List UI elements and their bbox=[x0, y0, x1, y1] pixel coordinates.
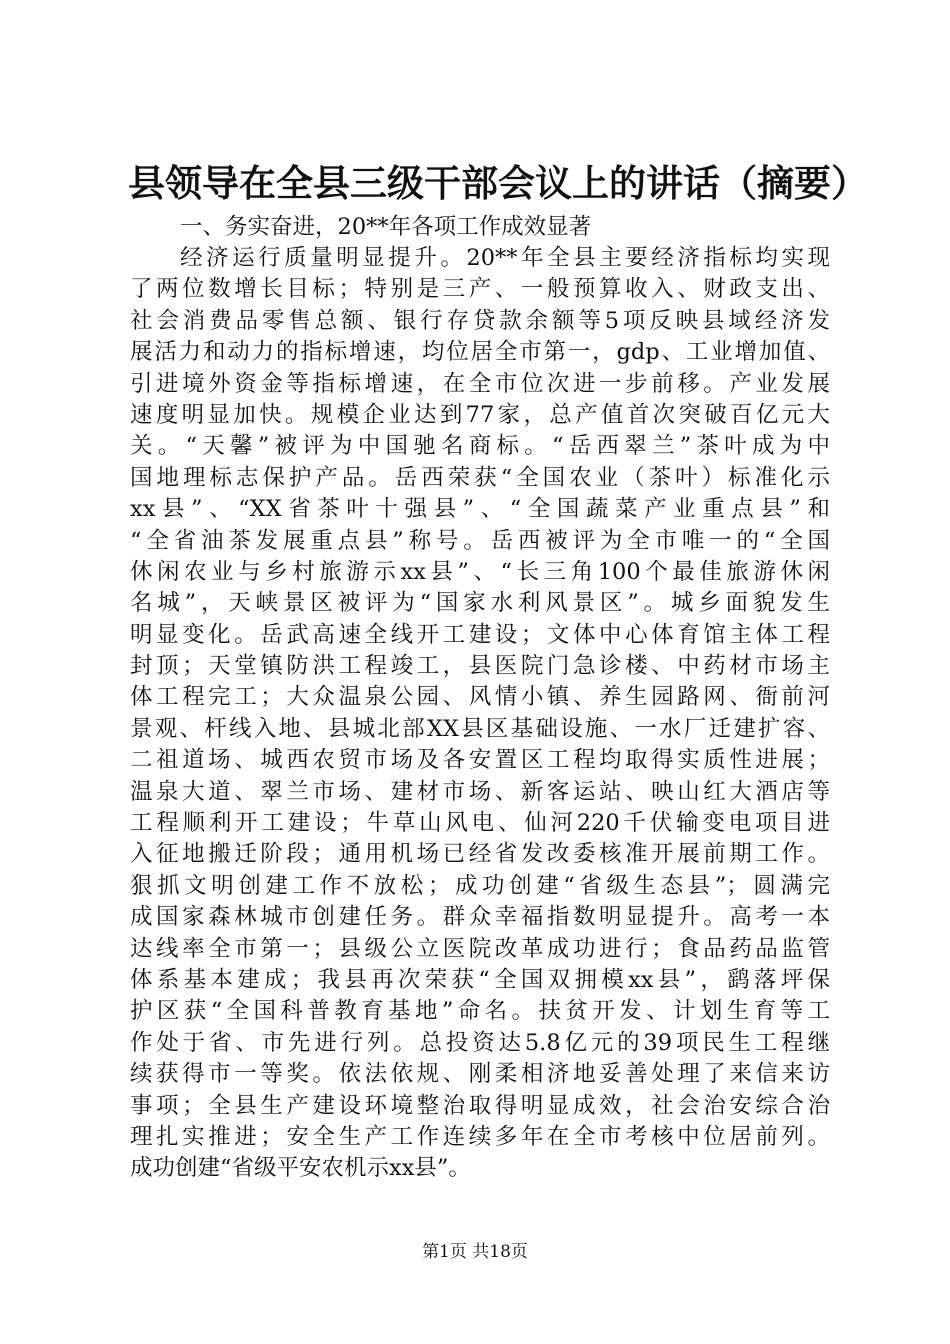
body-line: 达线率全市第一；县级公立医院改革成功进行；食品药品监管 bbox=[130, 935, 830, 962]
body-line: 了两位数增长目标；特别是三产、一般预算收入、财政支出、 bbox=[130, 276, 830, 303]
body-line: 入征地搬迁阶段；通用机场已经省发改委核准开展前期工作。 bbox=[130, 841, 830, 868]
body-line: 护区获“全国科普教育基地”命名。扶贫开发、计划生育等工 bbox=[130, 998, 830, 1025]
body-line: 续获得市一等奖。依法依规、刚柔相济地妥善处理了来信来访 bbox=[130, 1061, 830, 1088]
body-line: 国地理标志保护产品。岳西荣获“全国农业（茶叶）标准化示 bbox=[130, 464, 830, 491]
body-line: xx县”、“XX省茶叶十强县”、“全国蔬菜产业重点县”和 bbox=[130, 496, 830, 523]
body-line: 封顶；天堂镇防洪工程竣工，县医院门急诊楼、中药材市场主 bbox=[130, 653, 830, 680]
section-heading: 一、务实奋进，20**年各项工作成效显著 bbox=[180, 214, 592, 240]
body-line: 经济运行质量明显提升。20**年全县主要经济指标均实现 bbox=[180, 245, 830, 271]
page-number-footer: 第1页 共18页 bbox=[422, 1242, 528, 1262]
body-paragraph bbox=[130, 243, 830, 1185]
body-line: 体工程完工；大众温泉公园、风情小镇、养生园路网、衙前河 bbox=[130, 684, 830, 711]
body-line: 二祖道场、城西农贸市场及各安置区工程均取得实质性进展； bbox=[130, 747, 830, 774]
body-line: 成国家森林城市创建任务。群众幸福指数明显提升。高考一本 bbox=[130, 904, 830, 931]
body-line: 明显变化。岳武高速全线开工建设；文体中心体育馆主体工程 bbox=[130, 621, 830, 648]
body-line: 工程顺利开工建设；牛草山风电、仙河220千伏输变电项目进 bbox=[130, 810, 830, 837]
body-line: 展活力和动力的指标增速，均位居全市第一，gdp、工业增加值、 bbox=[130, 339, 830, 366]
body-line: 理扎实推进；安全生产工作连续多年在全市考核中位居前列。 bbox=[130, 1123, 830, 1150]
body-line: 速度明显加快。规模企业达到77家，总产值首次突破百亿元大 bbox=[130, 401, 830, 428]
body-line: 社会消费品零售总额、银行存贷款余额等5项反映县域经济发 bbox=[130, 307, 830, 334]
document-title: 县领导在全县三级干部会议上的讲话（摘要） bbox=[128, 161, 868, 205]
body-line: 狠抓文明创建工作不放松；成功创建“省级生态县”；圆满完 bbox=[130, 872, 830, 899]
body-line: 事项；全县生产建设环境整治取得明显成效，社会治安综合治 bbox=[130, 1092, 830, 1119]
body-line: “全省油茶发展重点县”称号。岳西被评为全市唯一的“全国 bbox=[130, 527, 830, 554]
body-line: 景观、杆线入地、县城北部XX县区基础设施、一水厂迁建扩容、 bbox=[130, 715, 830, 742]
body-line: 引进境外资金等指标增速，在全市位次进一步前移。产业发展 bbox=[130, 370, 830, 397]
body-line: 名城”，天峡景区被评为“国家水利风景区”。城乡面貌发生 bbox=[130, 590, 830, 617]
body-line: 休闲农业与乡村旅游示xx县”、“长三角100个最佳旅游休闲 bbox=[130, 558, 830, 585]
body-line: 成功创建“省级平安农机示xx县”。 bbox=[130, 1155, 471, 1182]
body-line: 关。“天馨”被评为中国驰名商标。“岳西翠兰”茶叶成为中 bbox=[130, 433, 830, 460]
body-line: 体系基本建成；我县再次荣获“全国双拥模xx县”，鹞落坪保 bbox=[130, 966, 830, 993]
body-line: 作处于省、市先进行列。总投资达5.8亿元的39项民生工程继 bbox=[130, 1029, 830, 1056]
body-line: 温泉大道、翠兰市场、建材市场、新客运站、映山红大酒店等 bbox=[130, 778, 830, 805]
